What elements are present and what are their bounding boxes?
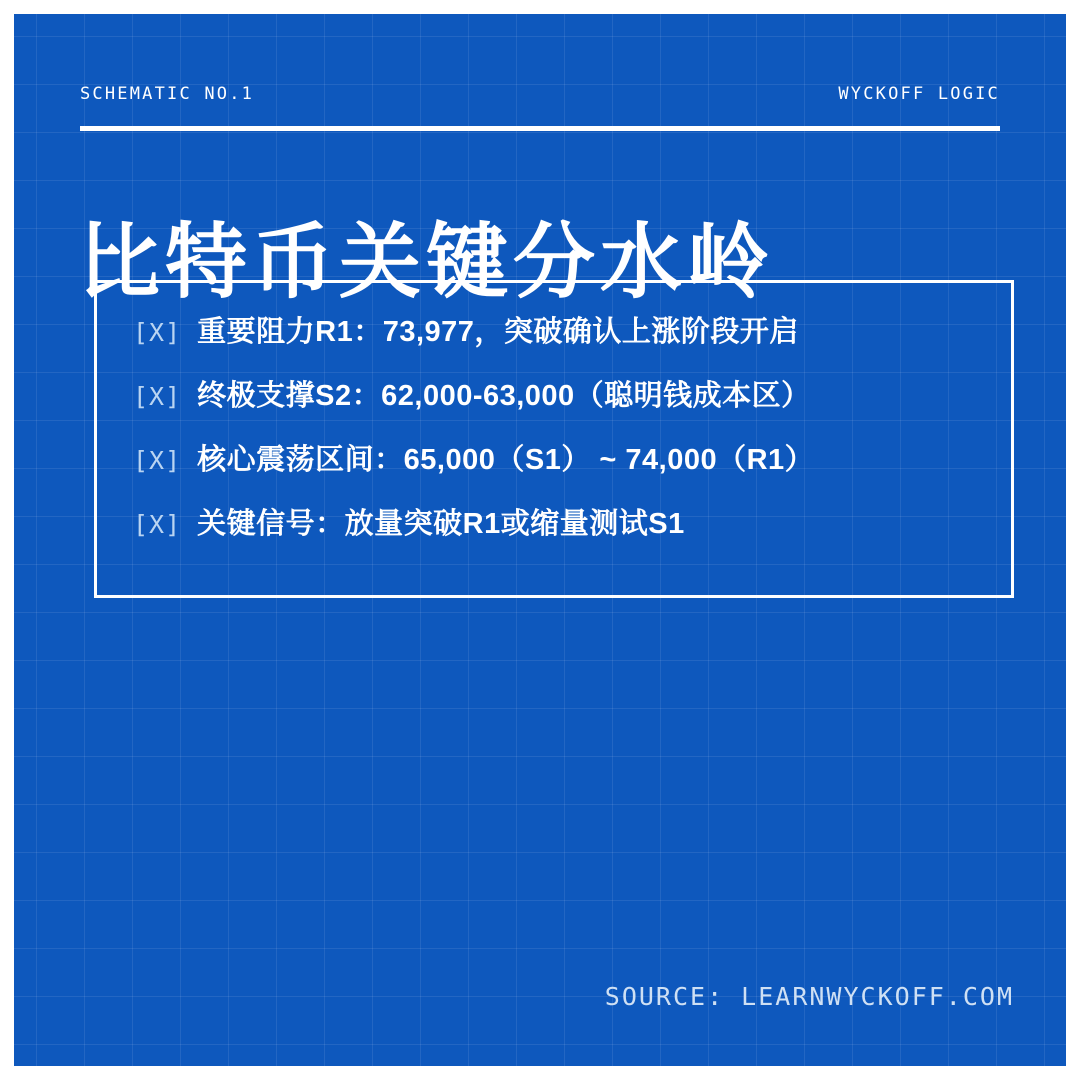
list-item-label: 核心震荡区间：65,000（S1） ~ 74,000（R1） [197, 444, 815, 476]
wyckoff-logic-label: WYCKOFF LOGIC [838, 84, 1000, 104]
key-levels-panel [94, 280, 1014, 598]
list-item [133, 501, 975, 565]
header [80, 84, 1000, 104]
checkbox-marker-icon: [X] [133, 318, 182, 347]
list-item-label: 重要阻力R1：73,977，突破确认上涨阶段开启 [197, 316, 799, 348]
poster-canvas [14, 14, 1066, 1066]
list-item [133, 309, 975, 373]
checkbox-marker-icon: [X] [133, 446, 182, 475]
header-divider [80, 126, 1000, 131]
checkbox-marker-icon: [X] [133, 382, 182, 411]
list-item [133, 373, 975, 437]
source-attribution: SOURCE: LEARNWYCKOFF.COM [604, 982, 1014, 1011]
checkbox-marker-icon: [X] [133, 510, 182, 539]
schematic-label: SCHEMATIC NO.1 [80, 84, 255, 104]
page-title: 比特币关键分水岭 [78, 216, 775, 308]
list-item-label: 关键信号：放量突破R1或缩量测试S1 [197, 508, 685, 540]
list-item [133, 437, 975, 501]
list-item-label: 终极支撑S2：62,000-63,000（聪明钱成本区） [197, 380, 811, 412]
